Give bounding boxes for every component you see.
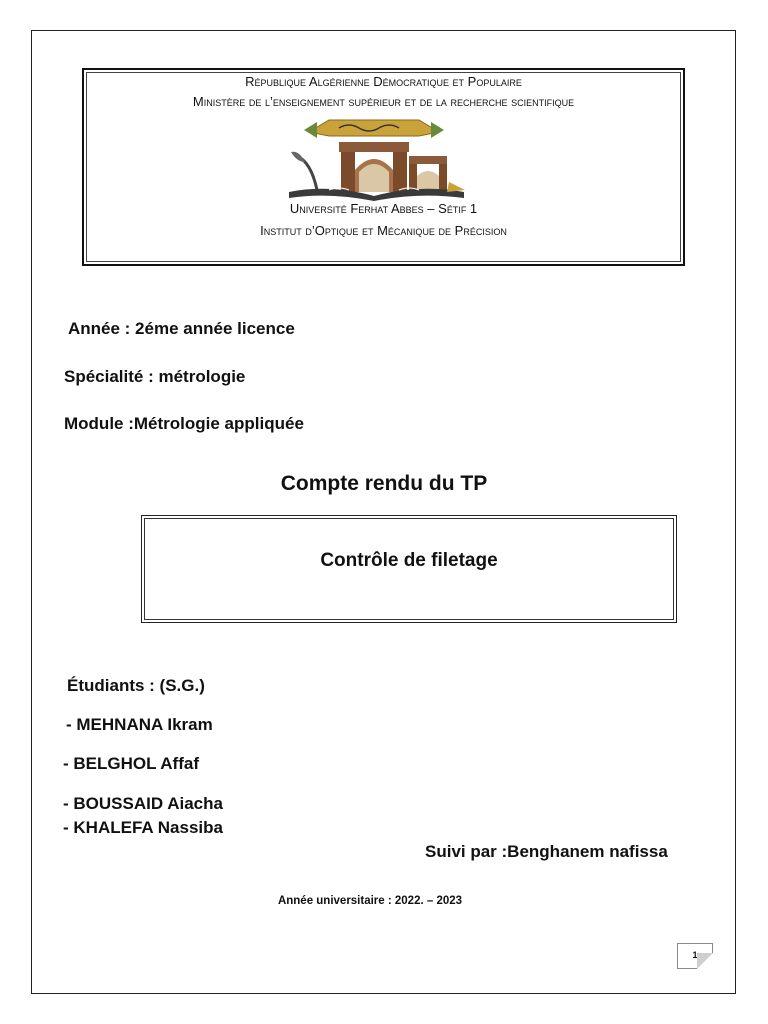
student-name: - BELGHOL Affaf (63, 754, 199, 773)
student-name: - BOUSSAID Aiacha (63, 794, 223, 813)
page-number: 1 (677, 943, 713, 969)
info-annee: Année : 2éme année licence (68, 319, 295, 338)
supervisor: Suivi par :Benghanem nafissa (425, 842, 668, 861)
students-heading: Étudiants : (S.G.) (67, 676, 205, 695)
student-name: - KHALEFA Nassiba (63, 818, 223, 837)
report-title: Compte rendu du TP (280, 472, 488, 495)
header-university: Université Ferhat Abbes – Sétif 1 (289, 201, 478, 216)
header-box (82, 68, 685, 266)
info-module: Module :Métrologie appliquée (64, 414, 304, 433)
header-republic: République Algérienne Démocratique et Populaire (245, 74, 522, 89)
subject-title: Contrôle de filetage (320, 550, 498, 571)
academic-year: Année universitaire : 2022. – 2023 (277, 895, 463, 907)
header-institute: Institut d’Optique et Mécanique de Précision (260, 223, 507, 238)
info-specialite: Spécialité : métrologie (64, 367, 246, 386)
header-ministry: Ministère de l’enseignement supérieur et de la recherche scientifique (192, 94, 575, 109)
student-name: - MEHNANA Ikram (66, 715, 213, 734)
university-arch-logo-icon (269, 112, 479, 202)
subject-box (141, 515, 677, 623)
